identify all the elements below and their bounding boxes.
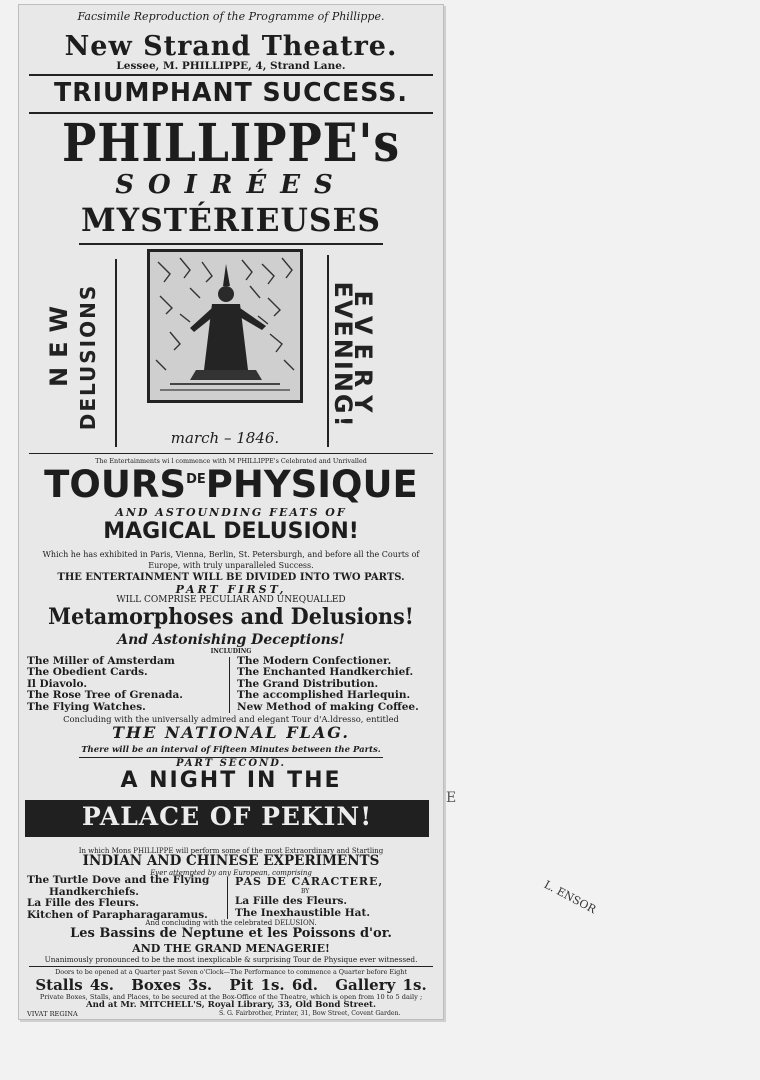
vivat-regina: VIVAT REGINA bbox=[27, 1010, 78, 1018]
program-list-right bbox=[237, 656, 419, 713]
metamorphoses-headline: Metamorphoses and Delusions! bbox=[48, 604, 414, 630]
exhibited-line-2: Europe, with truly unparalleled Success. bbox=[148, 561, 314, 570]
program-item: The Enchanted Handkerchief. bbox=[237, 666, 414, 679]
theatre-programme-poster bbox=[18, 4, 444, 1020]
engraving-caption: march – 1846. bbox=[170, 429, 280, 447]
private-boxes-line: Private Boxes, Stalls, and Places, to be secured at the Box-Office of the Theatre, which is open from 10 to 5 daily ; bbox=[39, 993, 423, 1001]
side-text-evening: EVENING! bbox=[329, 281, 357, 429]
fille-des-fleurs: La Fille des Fleurs. bbox=[235, 895, 348, 907]
experiment-item: Handkerchiefs. bbox=[49, 885, 139, 898]
title-mysterieuses: MYSTÉRIEUSES bbox=[81, 201, 381, 239]
program-item: New Method of making Coffee. bbox=[237, 700, 419, 713]
tours-word: TOURS bbox=[44, 463, 187, 506]
part-first: PART FIRST, bbox=[175, 583, 287, 596]
program-item: The Rose Tree of Grenada. bbox=[27, 689, 183, 702]
divider bbox=[29, 453, 433, 454]
in-which-line: In which Mons PHILLIPPE will perform some of the most Extraordinary and Startling bbox=[78, 847, 384, 855]
astonishing-deceptions: And Astonishing Deceptions! bbox=[117, 632, 345, 648]
title-phillippes: PHILLIPPE's bbox=[62, 113, 400, 174]
indian-chinese-experiments: INDIAN AND CHINESE EXPERIMENTS bbox=[82, 853, 380, 869]
and-concluding: And concluding with the celebrated DELUSION. bbox=[145, 919, 317, 927]
program-item: The Miller of Amsterdam bbox=[27, 655, 175, 667]
divided-line: THE ENTERTAINMENT WILL BE DIVIDED INTO TWO PARTS. bbox=[57, 572, 405, 583]
concluding-line: Concluding with the universally admired and elegant Tour d'A.ldresso, entitled bbox=[63, 714, 399, 724]
price-pit: Pit 1s. 6d. bbox=[229, 976, 319, 994]
ensor-signature: L. ENSOR bbox=[541, 878, 599, 917]
side-text-delusions: DELUSIONS bbox=[76, 283, 100, 431]
experiment-item: Kitchen of Parapharagaramus. bbox=[27, 908, 208, 921]
astounding-feats: AND ASTOUNDING FEATS OF bbox=[115, 506, 347, 519]
ever-attempted: Ever attempted by any European, comprising bbox=[150, 869, 312, 877]
grand-menagerie: AND THE GRAND MENAGERIE! bbox=[132, 942, 330, 955]
side-rule-left bbox=[115, 259, 117, 447]
palace-of-pekin: PALACE OF PEKIN! bbox=[81, 802, 373, 831]
title-soirees: SOIRÉES bbox=[115, 170, 347, 200]
inexhaustible-hat: The Inexhaustible Hat. bbox=[235, 907, 370, 919]
night-in-the: A NIGHT IN THE bbox=[120, 768, 342, 793]
de-word: DE bbox=[186, 472, 206, 487]
comprise-line: WILL COMPRISE PECULIAR AND UNEQUALLED bbox=[116, 595, 346, 605]
program-item: The accomplished Harlequin. bbox=[237, 689, 411, 702]
side-text-new: NEW bbox=[45, 297, 73, 387]
divider bbox=[29, 966, 433, 967]
price-gallery: Gallery 1s. bbox=[335, 976, 427, 994]
experiment-list-left bbox=[27, 875, 209, 921]
wizard-figure-image bbox=[150, 252, 300, 400]
tours-de-physique bbox=[19, 463, 443, 506]
by-label: BY bbox=[301, 888, 310, 895]
interval-note: There will be an interval of Fifteen Minutes between the Parts. bbox=[81, 745, 381, 755]
experiment-item: La Fille des Fleurs. bbox=[27, 897, 140, 910]
price-stalls: Stalls 4s. bbox=[35, 976, 114, 994]
printer-imprint: S. G. Fairbrother, Printer, 31, Bow Street, Covent Garden. bbox=[219, 1010, 401, 1017]
theatre-name: New Strand Theatre. bbox=[64, 31, 398, 62]
experiment-item: The Turtle Dove and the Flying bbox=[27, 874, 210, 886]
national-flag: THE NATIONAL FLAG. bbox=[112, 723, 350, 742]
magical-delusion: MAGICAL DELUSION! bbox=[103, 519, 359, 544]
program-item: The Obedient Cards. bbox=[27, 666, 148, 679]
pas-de-caractere: PAS DE CARACTERE, bbox=[235, 875, 384, 888]
program-list-left bbox=[27, 656, 183, 713]
side-text-every: EVERY bbox=[349, 290, 377, 422]
program-item: The Flying Watches. bbox=[27, 700, 146, 713]
program-item: The Grand Distribution. bbox=[237, 677, 379, 690]
including-label: INCLUDING bbox=[210, 648, 252, 655]
intro-line: The Entertainments wi l commence with M PHILLIPPE's Celebrated and Unrivalled bbox=[95, 457, 367, 465]
lessee-line: Lessee, M. PHILLIPPE, 4, Strand Lane. bbox=[116, 60, 346, 72]
margin-mark: E bbox=[446, 790, 457, 806]
part-second: PART SECOND. bbox=[175, 758, 287, 769]
unanimously-line: Unanimously pronounced to be the most inexplicable & surprising Tour de Physique ever witnessed. bbox=[44, 955, 418, 964]
physique-word: PHYSIQUE bbox=[205, 463, 418, 506]
wizard-engraving bbox=[147, 249, 303, 403]
palace-banner bbox=[25, 800, 429, 837]
banner-headline: TRIUMPHANT SUCCESS. bbox=[54, 78, 408, 108]
program-item: The Modern Confectioner. bbox=[237, 655, 392, 667]
price-boxes: Boxes 3s. bbox=[131, 976, 213, 994]
exhibited-line-1: Which he has exhibited in Paris, Vienna, Berlin, St. Petersburgh, and before all the Courts of bbox=[42, 550, 420, 559]
prices-line bbox=[19, 976, 443, 994]
bassins-de-neptune: Les Bassins de Neptune et les Poissons d'or. bbox=[70, 926, 392, 941]
facsimile-note: Facsimile Reproduction of the Programme of Phillippe. bbox=[77, 10, 385, 23]
column-divider bbox=[229, 657, 230, 713]
mitchell-line: And at Mr. MITCHELL'S, Royal Library, 33, Old Bond Street. bbox=[85, 1000, 377, 1010]
divider bbox=[29, 74, 433, 76]
column-divider bbox=[227, 877, 228, 919]
doors-line: Doors to be opened at a Quarter past Seven o'Clock—The Performance to commence a Quarter before Eight bbox=[55, 968, 407, 976]
program-item: Il Diavolo. bbox=[27, 677, 88, 690]
divider bbox=[79, 243, 383, 245]
